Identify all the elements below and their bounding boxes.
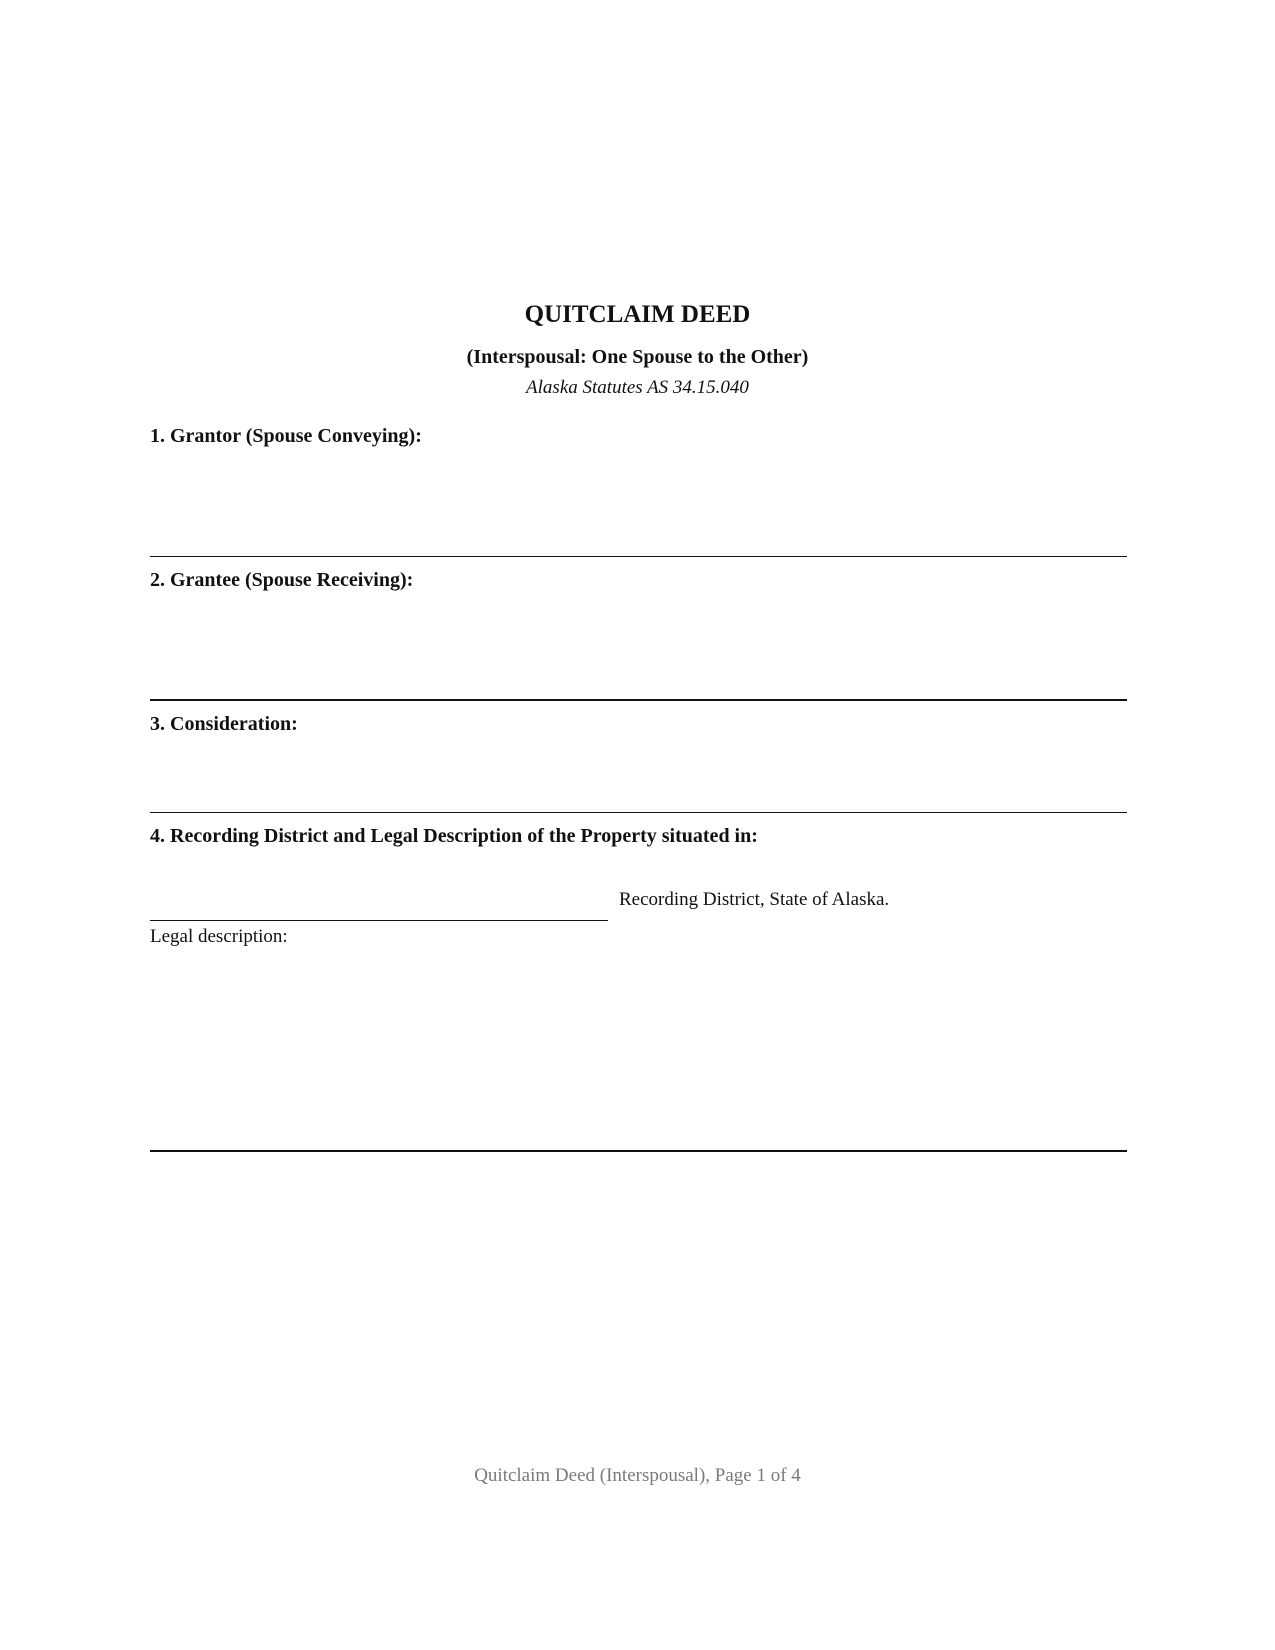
legal-description-entry-line[interactable] (150, 1150, 1127, 1152)
section-grantor-heading: 1. Grantor (Spouse Conveying): (150, 425, 422, 447)
statute-reference: Alaska Statutes AS 34.15.040 (526, 377, 749, 398)
grantee-entry-line[interactable] (150, 699, 1127, 701)
page-footer: Quitclaim Deed (Interspousal), Page 1 of 4 (474, 1465, 801, 1486)
section-grantee-heading: 2. Grantee (Spouse Receiving): (150, 569, 414, 591)
grantor-entry-line[interactable] (150, 556, 1127, 557)
document-subtitle: (Interspousal: One Spouse to the Other) (466, 346, 809, 368)
document-title: QUITCLAIM DEED (524, 301, 751, 328)
recording-district-entry-line[interactable] (150, 920, 608, 921)
legal-description-label: Legal description: (150, 926, 288, 947)
section-consideration-heading: 3. Consideration: (150, 713, 298, 735)
section-recording-district-heading: 4. Recording District and Legal Description of the Property situated in: (150, 825, 758, 847)
consideration-entry-line[interactable] (150, 812, 1127, 813)
recording-district-suffix: Recording District, State of Alaska. (619, 889, 890, 910)
